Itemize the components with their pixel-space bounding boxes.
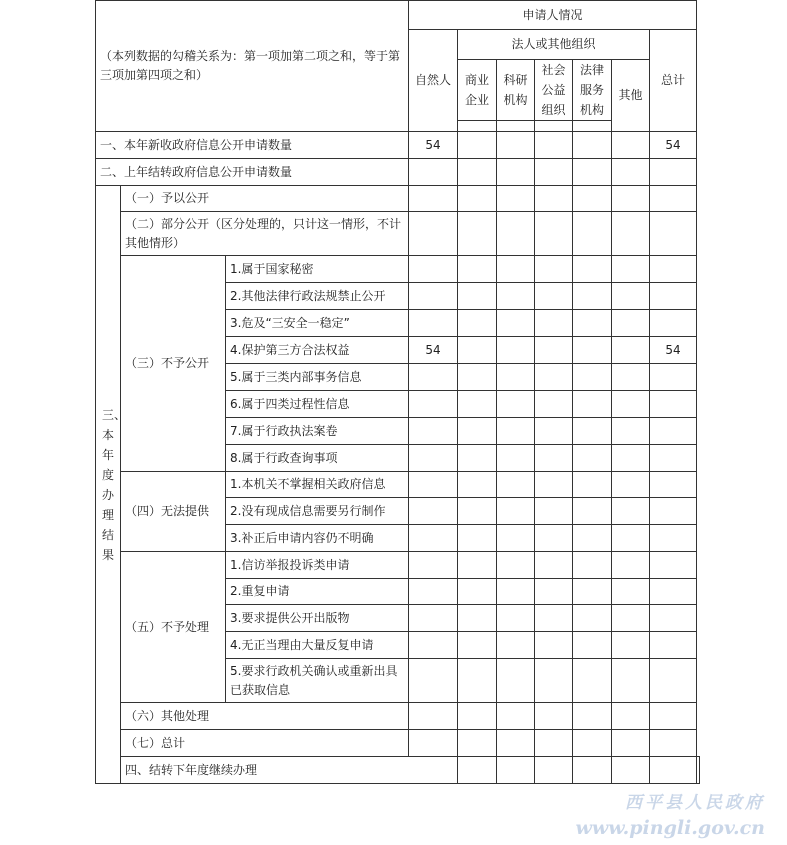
table-row — [96, 159, 700, 186]
site-watermark — [575, 788, 765, 839]
cell-natural: 54 — [409, 337, 458, 364]
item-label: 1.本机关不掌握相关政府信息 — [226, 472, 409, 498]
col-legal-service: 法律服务机构 — [573, 60, 612, 121]
cell-total: 54 — [650, 337, 697, 364]
table-row — [96, 132, 700, 159]
row-label: （二）部分公开（区分处理的，只计这一情形，不计其他情形） — [121, 212, 409, 256]
table-row — [96, 472, 700, 498]
table-row — [96, 212, 700, 256]
table-row — [96, 552, 700, 579]
applicant-situation-header: 申请人情况 — [409, 1, 697, 30]
item-label: 5.要求行政机关确认或重新出具已获取信息 — [226, 659, 409, 703]
item-label: 8.属于行政查询事项 — [226, 445, 409, 472]
item-label: 2.重复申请 — [226, 579, 409, 605]
item-label: 4.无正当理由大量反复申请 — [226, 632, 409, 659]
section3-label: 三、本年度办理结果 — [96, 186, 121, 784]
col-other: 其他 — [612, 60, 650, 132]
report-table — [95, 0, 700, 784]
cell-natural: 54 — [409, 132, 458, 159]
table-row — [96, 186, 700, 212]
cell-total: 54 — [650, 132, 697, 159]
group-label: （三）不予公开 — [121, 256, 226, 472]
table-row — [96, 256, 700, 283]
group-label: （四）无法提供 — [121, 472, 226, 552]
header-note: （本列数据的勾稽关系为：第一项加第二项之和，等于第三项加第四项之和） — [96, 1, 409, 132]
col-commercial: 商业企业 — [458, 60, 497, 121]
row-label: （一）予以公开 — [121, 186, 409, 212]
row-label: 二、上年结转政府信息公开申请数量 — [96, 159, 409, 186]
item-label: 4.保护第三方合法权益 — [226, 337, 409, 364]
item-label: 1.属于国家秘密 — [226, 256, 409, 283]
row-label: 一、本年新收政府信息公开申请数量 — [96, 132, 409, 159]
item-label: 6.属于四类过程性信息 — [226, 391, 409, 418]
row-label: 四、结转下年度继续办理 — [121, 757, 458, 784]
row-label: （七）总计 — [121, 730, 409, 757]
table-row — [96, 757, 700, 784]
item-label: 7.属于行政执法案卷 — [226, 418, 409, 445]
table-row — [96, 730, 700, 757]
watermark-line1: 西平县人民政府 — [625, 793, 765, 813]
item-label: 3.要求提供公开出版物 — [226, 605, 409, 632]
item-label: 5.属于三类内部事务信息 — [226, 364, 409, 391]
group-label: （五）不予处理 — [121, 552, 226, 703]
natural-person-header: 自然人 — [409, 30, 458, 132]
col-public-welfare: 社会公益组织 — [535, 60, 573, 121]
item-label: 2.没有现成信息需要另行制作 — [226, 498, 409, 525]
item-label: 3.补正后申请内容仍不明确 — [226, 525, 409, 552]
legal-or-other-header: 法人或其他组织 — [458, 30, 650, 60]
item-label: 2.其他法律行政法规禁止公开 — [226, 283, 409, 310]
watermark-line2: www.pingli.gov.cn — [575, 817, 765, 839]
item-label: 3.危及“三安全一稳定” — [226, 310, 409, 337]
row-label: （六）其他处理 — [121, 703, 409, 730]
item-label: 1.信访举报投诉类申请 — [226, 552, 409, 579]
col-research: 科研机构 — [497, 60, 535, 121]
table-row — [96, 703, 700, 730]
total-header: 总计 — [650, 30, 697, 132]
